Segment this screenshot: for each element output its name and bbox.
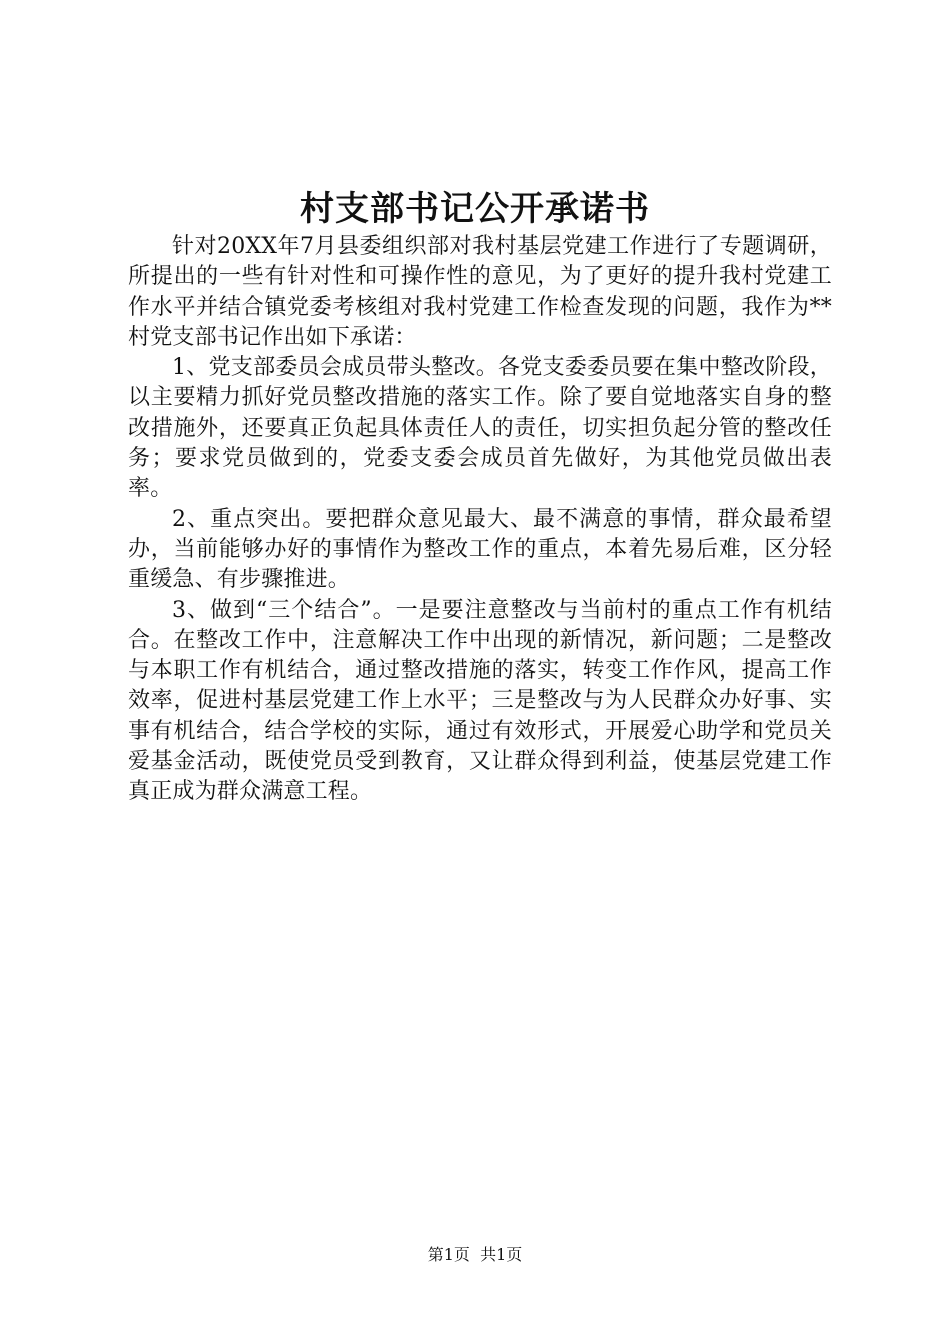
commitment-paragraph-3: 3、做到“三个结合”。一是要注意整改与当前村的重点工作有机结合。在整改工作中，注意解决工作中出现的新情况，新问题；二是整改与本职工作有机结合，通过整改措施的落实，转变工作作风，提高工作效率，促进村基层党建工作上水平；三是整改与为人民群众办好事、实事有机结合，结合学校的实际，通过有效形式，开展爱心助学和党员关爱基金活动，既使党员受到教育，又让群众得到利益，使基层党建工作真正成为群众满意工程。 [128,597,832,805]
document-body [128,232,832,808]
page-total: 共1页 [480,1245,523,1264]
intro-paragraph: 针对20XX年7月县委组织部对我村基层党建工作进行了专题调研，所提出的一些有针对性和可操作性的意见，为了更好的提升我村党建工作水平并结合镇党委考核组对我村党建工作检查发现的问题，我作为**村党支部书记作出如下承诺： [128,234,832,350]
page-footer [0,1244,950,1266]
commitment-paragraph-1: 1、党支部委员会成员带头整改。各党支委委员要在集中整改阶段，以主要精力抓好党员整改措施的落实工作。除了要自觉地落实自身的整改措施外，还要真正负起具体责任人的责任，切实担负起分管的整改任务；要求党员做到的，党委支委会成员首先做好，为其他党员做出表率。 [128,355,832,502]
page-number: 第1页 [427,1245,470,1264]
commitment-paragraph-2: 2、重点突出。要把群众意见最大、最不满意的事情，群众最希望办，当前能够办好的事情作为整改工作的重点，本着先易后难，区分轻重缓急、有步骤推进。 [128,506,832,593]
document-title: 村支部书记公开承诺书 [300,189,650,229]
